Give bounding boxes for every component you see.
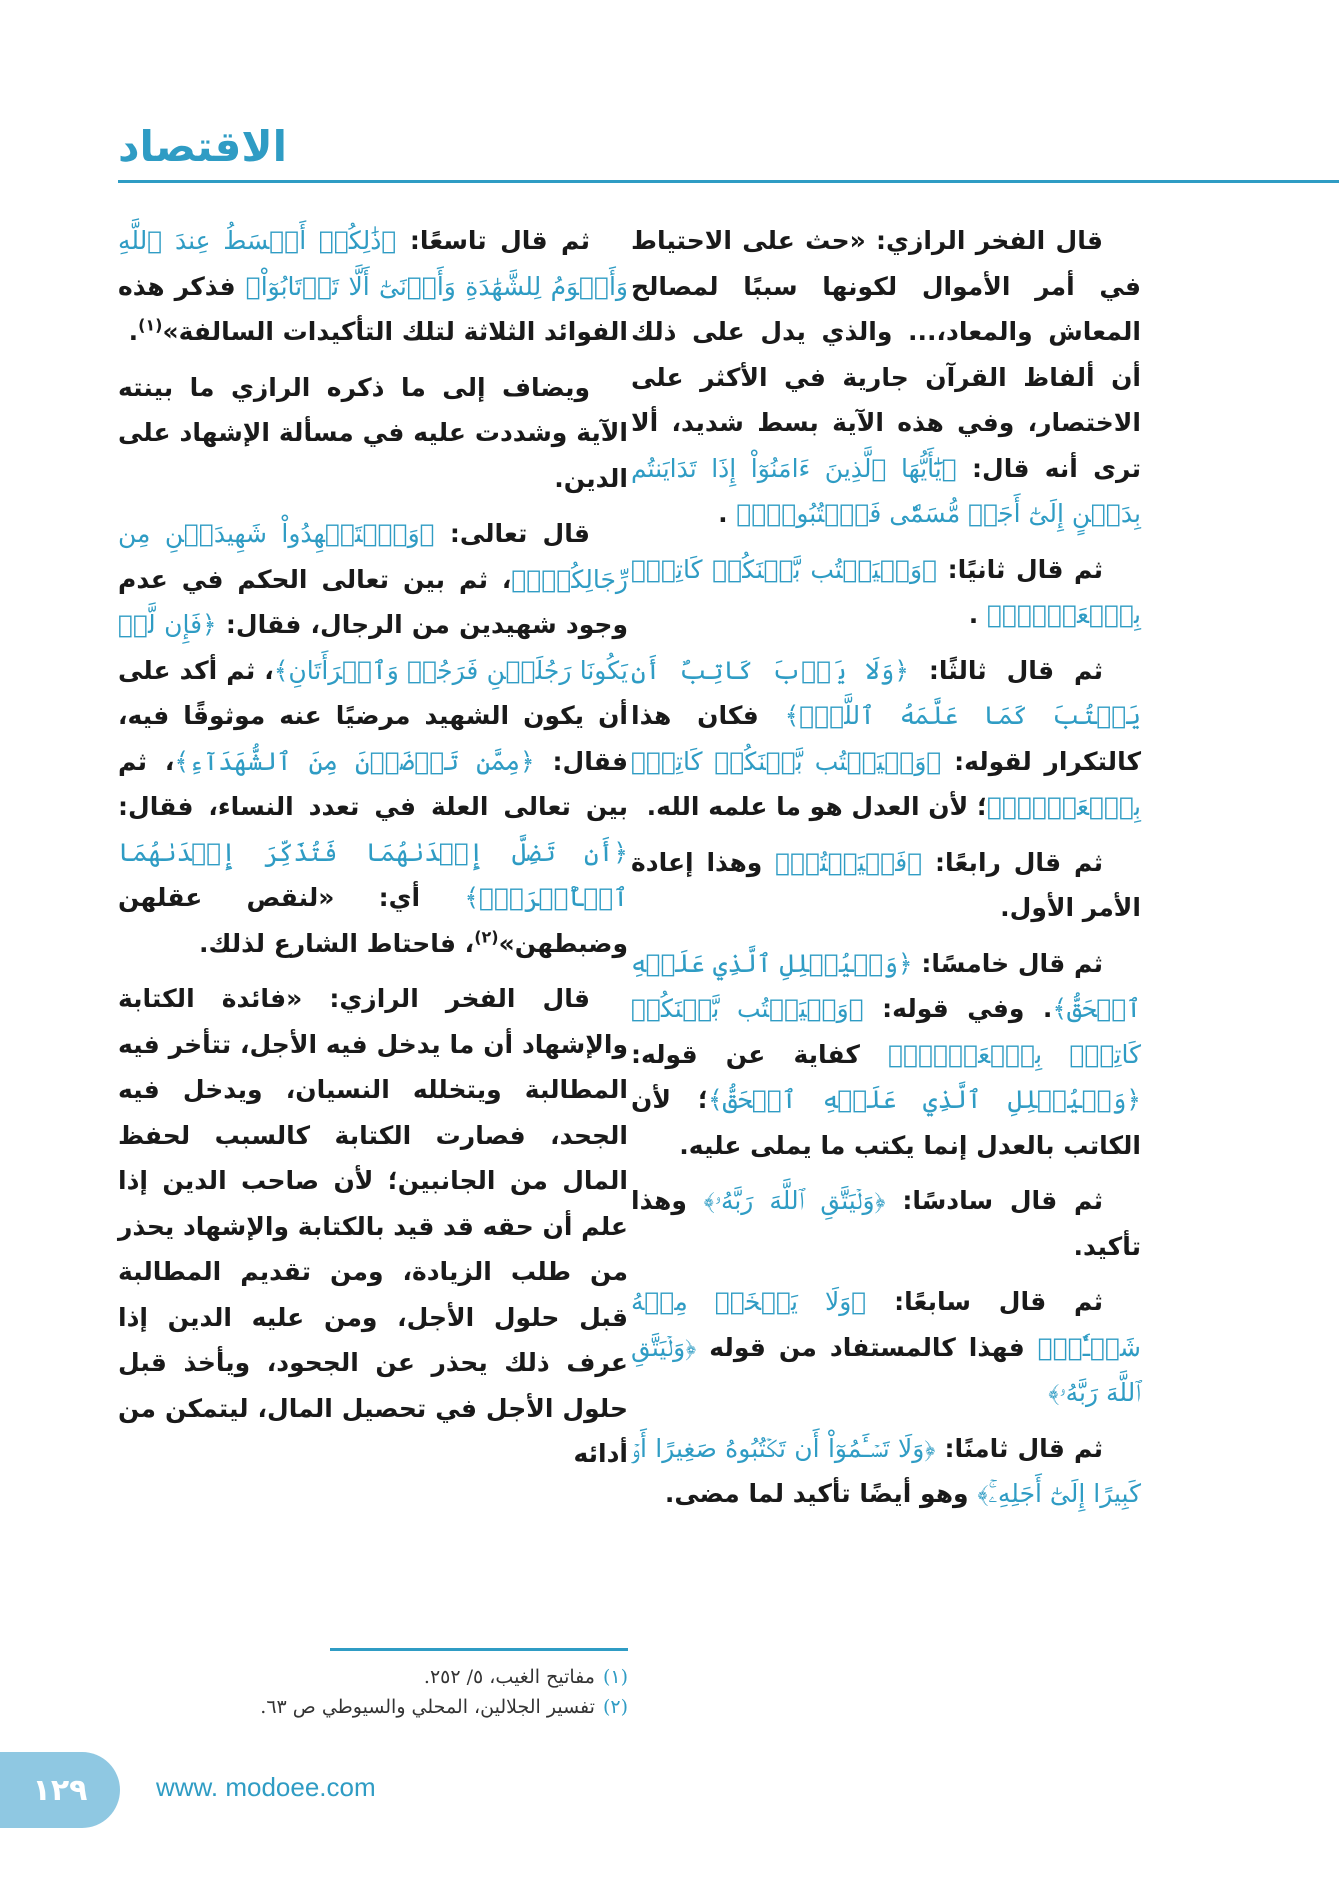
right-column [631,218,1141,1527]
body-text: وهذا تأكيد. [631,1186,1141,1261]
paragraph [118,976,628,1477]
body-text: ؛ لأن الكاتب بالعدل إنما يكتب ما يملى عليه. [631,1085,1141,1160]
body-text: ثم قال ثالثًا: [908,655,1103,685]
body-text: ، ثم بين تعالى الحكم في عدم وجود شهيدين من الرجال، فقال: [118,564,628,639]
body-text: وهذا إعادة الأمر الأول. [631,847,1141,922]
paragraph [631,1178,1141,1269]
paragraph [631,1279,1141,1416]
body-text: ثم قال سادسًا: [885,1186,1104,1215]
body-text: ، ثم بين تعالى العلة في تعدد النساء، فقال: [118,746,628,821]
body-text: أي: «لنقص عقلهن وضبطهن» [118,883,628,958]
quran-verse: ﴿وَلۡيَكۡتُب بَّيۡنَكُمۡ كَاتِبُۢ بِٱلۡعَدۡلِۚ﴾ [631,746,1141,821]
paragraph [118,218,628,355]
page-number-badge: ١٢٩ [0,1752,120,1828]
quran-verse: ﴿وَلۡيَكۡتُب بَّيۡنَكُمۡ كَاتِبُۢ بِٱلۡعَدۡلِۚ﴾ [631,994,1141,1069]
quran-verse: ﴿وَلَا تَسۡـَٔمُوٓاْ أَن تَكۡتُبُوهُ صَغِيرًا أَوۡ كَبِيرًا إِلَىٰٓ أَجَلِهِۦۚ﴾ [631,1433,1141,1508]
body-text: . [718,499,737,528]
quran-verse: ﴿مِمَّن تَرۡضَوۡنَ مِنَ ٱلشُّهَدَآءِ﴾ [174,746,535,776]
paragraph [631,941,1141,1169]
body-text: ثم قال ثانيًا: [937,554,1103,584]
body-text: قال الفخر الرازي: «حث على الاحتياط في أمر الأموال لكونها سببًا لمصالح المعاش والمعاد،... والذي يدل على ذلك أن ألفاظ القرآن جارية في الأكثر على الاختصار، وفي هذه الآية بسط شديد، ألا ترى أنه قال: [631,226,1141,483]
paragraph [118,511,628,966]
quran-verse: ﴿وَلۡيُمۡلِلِ ٱلَّذِي عَلَيۡهِ ٱلۡحَقُّ﴾ [631,948,1141,1023]
body-text: فكان هذا كالتكرار لقوله: [631,701,1141,776]
quran-verse: ﴿فَإِن لَّمۡ يَكُونَا رَجُلَيۡنِ فَرَجُلٞ وَٱمۡرَأَتَانِ﴾ [118,610,628,685]
body-text: فذكر هذه الفوائد الثلاثة لتلك التأكيدات السالفة» [118,271,628,346]
footnote-number: (٢) [602,1696,628,1719]
body-text: فهذا كالمستفاد من قوله [696,1332,1038,1362]
body-text: ثم قال ثامنًا: [935,1433,1103,1463]
body-text: ثم قال تاسعًا: [396,226,590,255]
body-text: . [968,600,987,629]
footnote-divider [330,1648,628,1651]
quran-verse: ﴿وَلۡيَتَّقِ ٱللَّهَ رَبَّهُۥ﴾ [703,1186,886,1215]
body-text: قال الفخر الرازي: «فائدة الكتابة والإشهاد أن ما يدخل فيه الأجل، تتأخر فيه المطالبة ويتخلله النسيان، ويدخل فيه الجحد، فصارت الكتابة كالسبب لحفظ المال من الجانبين؛ لأن صاحب الدين إذا علم أن حقه قد قيد بالكتابة والإشهاد يحذر من طلب الزيادة، ومن تقديم المطالبة قبل حلول الأجل، ومن عليه الدين إذا عرف ذلك يحذر عن الجحود، ويأخذ قبل حلول الأجل في تحصيل المال، ليتمكن من أدائه [118,984,628,1468]
body-text: . [128,317,139,346]
body-text: ثم قال رابعًا: [922,847,1103,877]
footnote-text: مفاتيح الغيب، ٥/ ٢٥٢. [423,1666,595,1688]
footnote-1 [118,1662,628,1692]
website-link[interactable]: www. modoee.com [156,1772,376,1802]
body-text: ، فاحتاط الشارع لذلك. [199,928,475,958]
quran-verse: ﴿وَلۡيَكۡتُب بَّيۡنَكُمۡ كَاتِبُۢ بِٱلۡعَدۡلِۚ﴾ [631,554,1141,629]
body-text: ثم قال خامسًا: [912,948,1103,978]
quran-verse: ﴿يَٰٓأَيُّهَا ٱلَّذِينَ ءَامَنُوٓاْ إِذَا تَدَايَنتُم بِدَيۡنٍ إِلَىٰٓ أَجَلٖ مُّسَمّٗى فَٱكۡتُبُوهُۚ﴾ [631,453,1141,528]
body-text: ، ثم أكد على أن يكون الشهيد مرضيًا عنه موثوقًا فيه، فقال: [118,655,628,776]
body-text: ثم قال سابعًا: [866,1287,1103,1316]
footnotes [118,1662,628,1723]
quran-verse: ﴿أَن تَضِلَّ إِحۡدَىٰهُمَا فَتُذَكِّرَ إِحۡدَىٰهُمَا ٱلۡأُخۡرَىٰۚ﴾ [118,837,628,912]
quran-verse: ﴿وَٱسۡتَشۡهِدُواْ شَهِيدَيۡنِ مِن رِّجَالِكُمۡۖ﴾ [118,519,628,594]
paragraph [631,218,1141,537]
quran-verse: ﴿فَلۡيَكۡتُبۡ﴾ [775,847,923,877]
footnote-text: تفسير الجلالين، المحلي والسيوطي ص ٦٣. [260,1696,595,1719]
paragraph [631,547,1141,638]
page-title: الاقتصاد [118,122,288,171]
quran-verse: ﴿وَلۡيَتَّقِ ٱللَّهَ رَبَّهُۥ﴾ [631,1332,1141,1407]
body-text: كفاية عن قوله: [631,1039,889,1069]
body-text: . وفي قوله: [863,994,1053,1023]
footnote-2 [118,1692,628,1722]
quran-verse: ﴿وَلَا يَأۡبَ كَاتِبٌ أَن يَكۡتُبَ كَمَا عَلَّمَهُ ٱللَّهُۚ﴾ [631,655,1141,730]
left-column [118,218,628,1487]
paragraph [118,365,628,502]
paragraph [631,840,1141,931]
paragraph [631,648,1141,830]
footnote-reference: (١) [138,315,163,335]
footnote-reference: (٢) [474,927,499,947]
quran-verse: ﴿وَلَا يَبۡخَسۡ مِنۡهُ شَيۡـٔٗاۚ﴾ [631,1287,1141,1362]
body-text: ؛ لأن العدل هو ما علمه الله. [646,792,987,821]
footnote-number: (١) [602,1666,628,1688]
body-text: ويضاف إلى ما ذكره الرازي ما بينته الآية وشددت عليه في مسألة الإشهاد على الدين. [118,372,628,493]
quran-verse: ﴿وَلۡيُمۡلِلِ ٱلَّذِي عَلَيۡهِ ٱلۡحَقُّ﴾ [707,1085,1141,1114]
body-text: وهو أيضًا تأكيد لما مضى. [664,1479,978,1508]
quran-verse: ﴿ذَٰلِكُمۡ أَقۡسَطُ عِندَ ٱللَّهِ وَأَقۡوَمُ لِلشَّهَٰدَةِ وَأَدۡنَىٰٓ أَلَّا تَرۡتَابُوٓاْ﴾ [118,226,628,301]
header-divider [118,180,1339,183]
body-text: قال تعالى: [434,519,590,548]
paragraph [631,1426,1141,1517]
